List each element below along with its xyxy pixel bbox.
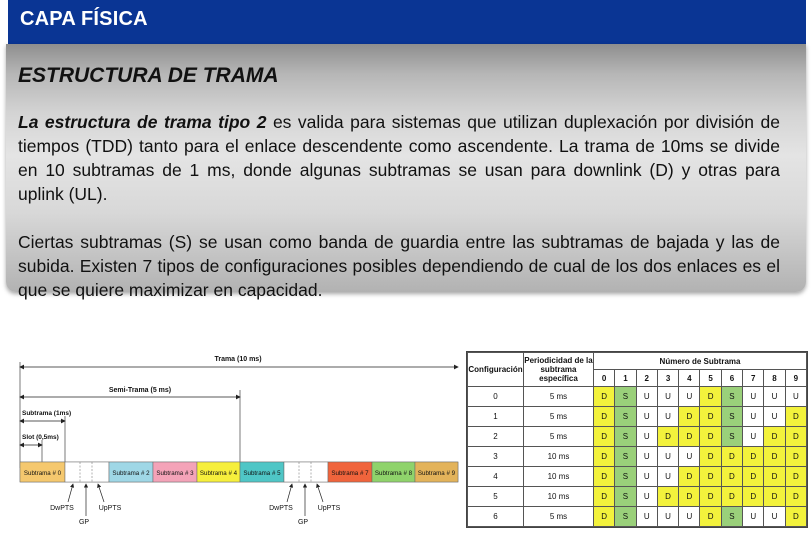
subtrama-label: Subtrama (1ms) [22, 410, 72, 417]
tdd-configuration-table [466, 351, 808, 528]
subframe-cell: S [721, 507, 742, 527]
subframe-block-4 [197, 462, 240, 482]
svg-text:Subtrama # 9: Subtrama # 9 [417, 470, 456, 477]
subframe-cell: D [764, 447, 785, 467]
subframe-cell: D [679, 407, 700, 427]
dwpts-pointer-1 [68, 484, 73, 502]
subframe-cell: D [594, 387, 615, 407]
subframe-block-0 [20, 462, 65, 482]
subframe-index-2: 2 [636, 370, 657, 387]
subframe-cell: S [615, 387, 636, 407]
subframe-cell: D [594, 407, 615, 427]
subframe-cell: U [636, 407, 657, 427]
subframe-block-3 [153, 462, 197, 482]
subframe-cell: U [785, 387, 806, 407]
table-row [468, 427, 807, 447]
subframe-cell: D [700, 487, 721, 507]
subframe-cell: U [743, 387, 764, 407]
subframe-cell: D [594, 467, 615, 487]
svg-text:Subtrama # 3: Subtrama # 3 [156, 470, 194, 477]
subframe-block-8 [372, 462, 415, 482]
config-period: 10 ms [524, 447, 594, 467]
subframe-cell: S [615, 447, 636, 467]
subframe-cell: S [615, 507, 636, 527]
subframe-cell: S [721, 427, 742, 447]
subframe-cell: U [764, 407, 785, 427]
config-period: 10 ms [524, 487, 594, 507]
slide-title: CAPA FÍSICA [20, 8, 148, 30]
subframe-cell: S [721, 387, 742, 407]
subframe-cell: U [657, 467, 678, 487]
subframe-cell: D [700, 467, 721, 487]
subframe-cell: U [743, 407, 764, 427]
subframe-cell: U [636, 467, 657, 487]
subframe-cell: S [721, 407, 742, 427]
svg-text:Subtrama # 2: Subtrama # 2 [112, 470, 150, 477]
subframe-cell: D [743, 487, 764, 507]
subframe-cell: U [657, 407, 678, 427]
table-row [468, 447, 807, 467]
subframe-cell: S [615, 427, 636, 447]
subframe-cell: D [594, 427, 615, 447]
subframe-cell: D [657, 487, 678, 507]
subframe-index-8: 8 [764, 370, 785, 387]
subframe-cell: D [679, 487, 700, 507]
col-header-config: Configuración [468, 353, 524, 387]
semi-trama-label: Semi-Trama (5 ms) [108, 387, 172, 394]
paragraph-bold-lead: La estructura de trama tipo 2 [18, 112, 267, 132]
subframe-index-3: 3 [657, 370, 678, 387]
subframe-cell: D [764, 427, 785, 447]
subframe-cell: U [764, 507, 785, 527]
trama-label: Trama (10 ms) [214, 356, 262, 363]
paragraph-frame-structure [18, 110, 780, 206]
subframe-cell: D [679, 467, 700, 487]
subframe-block-9 [415, 462, 458, 482]
slot-label: Slot (0,5ms) [22, 434, 59, 441]
subframe-cell: U [636, 447, 657, 467]
subframe-block-5 [240, 462, 284, 482]
config-period: 10 ms [524, 467, 594, 487]
subframe-cell: U [636, 507, 657, 527]
subframe-cell: U [636, 487, 657, 507]
subframe-cell: D [721, 467, 742, 487]
subframe-block-2 [109, 462, 153, 482]
frame-structure-diagram [18, 350, 460, 540]
config-number: 4 [468, 467, 524, 487]
subframe-cell: D [700, 427, 721, 447]
subframe-cell: D [700, 387, 721, 407]
subframe-index-7: 7 [743, 370, 764, 387]
dwpts-label-2: DwPTS [269, 505, 293, 512]
subframe-cell: D [743, 447, 764, 467]
subframe-block-7 [328, 462, 372, 482]
subframe-cell: D [657, 427, 678, 447]
config-number: 1 [468, 407, 524, 427]
subframe-cell: S [615, 407, 636, 427]
subframe-cell: D [764, 487, 785, 507]
config-number: 0 [468, 387, 524, 407]
uppts-pointer-2 [317, 484, 323, 502]
dwpts-label-1: DwPTS [50, 505, 74, 512]
subframe-cell: S [615, 487, 636, 507]
subframe-cell: U [679, 387, 700, 407]
subframe-cell: D [785, 467, 806, 487]
subframe-cell: D [764, 467, 785, 487]
svg-text:Subtrama # 5: Subtrama # 5 [243, 470, 281, 477]
subframe-cell: D [700, 507, 721, 527]
subframe-cell: U [657, 447, 678, 467]
subframe-cell: D [700, 407, 721, 427]
config-period: 5 ms [524, 407, 594, 427]
dwpts-pointer-2 [287, 484, 292, 502]
gp-label-1: GP [78, 519, 90, 526]
special-subframe-6 [284, 462, 328, 482]
config-number: 5 [468, 487, 524, 507]
col-header-subframe-number: Número de Subtrama [594, 353, 807, 370]
table-row [468, 467, 807, 487]
subframe-index-5: 5 [700, 370, 721, 387]
subframe-cell: D [700, 447, 721, 467]
subframe-cell: D [594, 507, 615, 527]
subframe-cell: D [721, 487, 742, 507]
svg-text:Subtrama # 0: Subtrama # 0 [23, 470, 62, 477]
subframe-cell: D [594, 487, 615, 507]
special-subframe-1 [65, 462, 109, 482]
config-number: 6 [468, 507, 524, 527]
subframe-cell: S [615, 467, 636, 487]
subframe-cell: D [785, 487, 806, 507]
subframe-index-4: 4 [679, 370, 700, 387]
config-number: 3 [468, 447, 524, 467]
svg-text:Subtrama # 7: Subtrama # 7 [331, 470, 369, 477]
subframe-cell: U [636, 387, 657, 407]
subframe-index-9: 9 [785, 370, 806, 387]
config-number: 2 [468, 427, 524, 447]
uppts-pointer-1 [98, 484, 104, 502]
subframe-cell: U [743, 507, 764, 527]
uppts-label-1: UpPTS [98, 505, 122, 512]
subframe-cell: D [721, 447, 742, 467]
paragraph-guard-band: Ciertas subtramas (S) se usan como banda de guardia entre las subtramas de bajada y las de subida. Existen 7 tipos de configuraciones posibles dependiendo de cual de los dos enlaces es el que se quiere maximizar en capacidad. [18, 232, 780, 300]
subframe-cell: U [679, 447, 700, 467]
config-period: 5 ms [524, 427, 594, 447]
subframe-index-0: 0 [594, 370, 615, 387]
subframe-cell: D [785, 407, 806, 427]
table-row [468, 487, 807, 507]
paragraph-rest: es valida para sistemas que utilizan duplexación por división de tiempos (TDD) tanto para el enlace descendente como ascendente. La trama de 10ms se divide en 10 subtramas de 1 ms, donde algunas subtramas se usan para downlink (D) y otras para uplink (UL). [18, 112, 780, 204]
subframe-cell: U [657, 387, 678, 407]
svg-text:Subtrama # 8: Subtrama # 8 [374, 470, 413, 477]
subframe-cell: D [785, 447, 806, 467]
gp-label-2: GP [297, 519, 309, 526]
col-header-period: Periodicidad de la subtrama específica [524, 353, 594, 387]
subframe-cell: D [594, 447, 615, 467]
subframe-cell: U [679, 507, 700, 527]
table-row [468, 387, 807, 407]
subframe-index-1: 1 [615, 370, 636, 387]
table-row [468, 507, 807, 527]
uppts-label-2: UpPTS [317, 505, 341, 512]
subframe-cell: D [785, 427, 806, 447]
slide-header [8, 0, 806, 45]
svg-text:Subtrama # 4: Subtrama # 4 [199, 470, 238, 477]
config-period: 5 ms [524, 387, 594, 407]
subframe-cell: D [743, 467, 764, 487]
config-period: 5 ms [524, 507, 594, 527]
subframe-cell: U [743, 427, 764, 447]
subframe-cell: D [785, 507, 806, 527]
section-subtitle: ESTRUCTURA DE TRAMA [18, 64, 279, 87]
subframe-index-6: 6 [721, 370, 742, 387]
subframe-cell: U [764, 387, 785, 407]
subframe-cell: U [657, 507, 678, 527]
subframe-cell: U [636, 427, 657, 447]
table-row [468, 407, 807, 427]
subframe-cell: D [679, 427, 700, 447]
